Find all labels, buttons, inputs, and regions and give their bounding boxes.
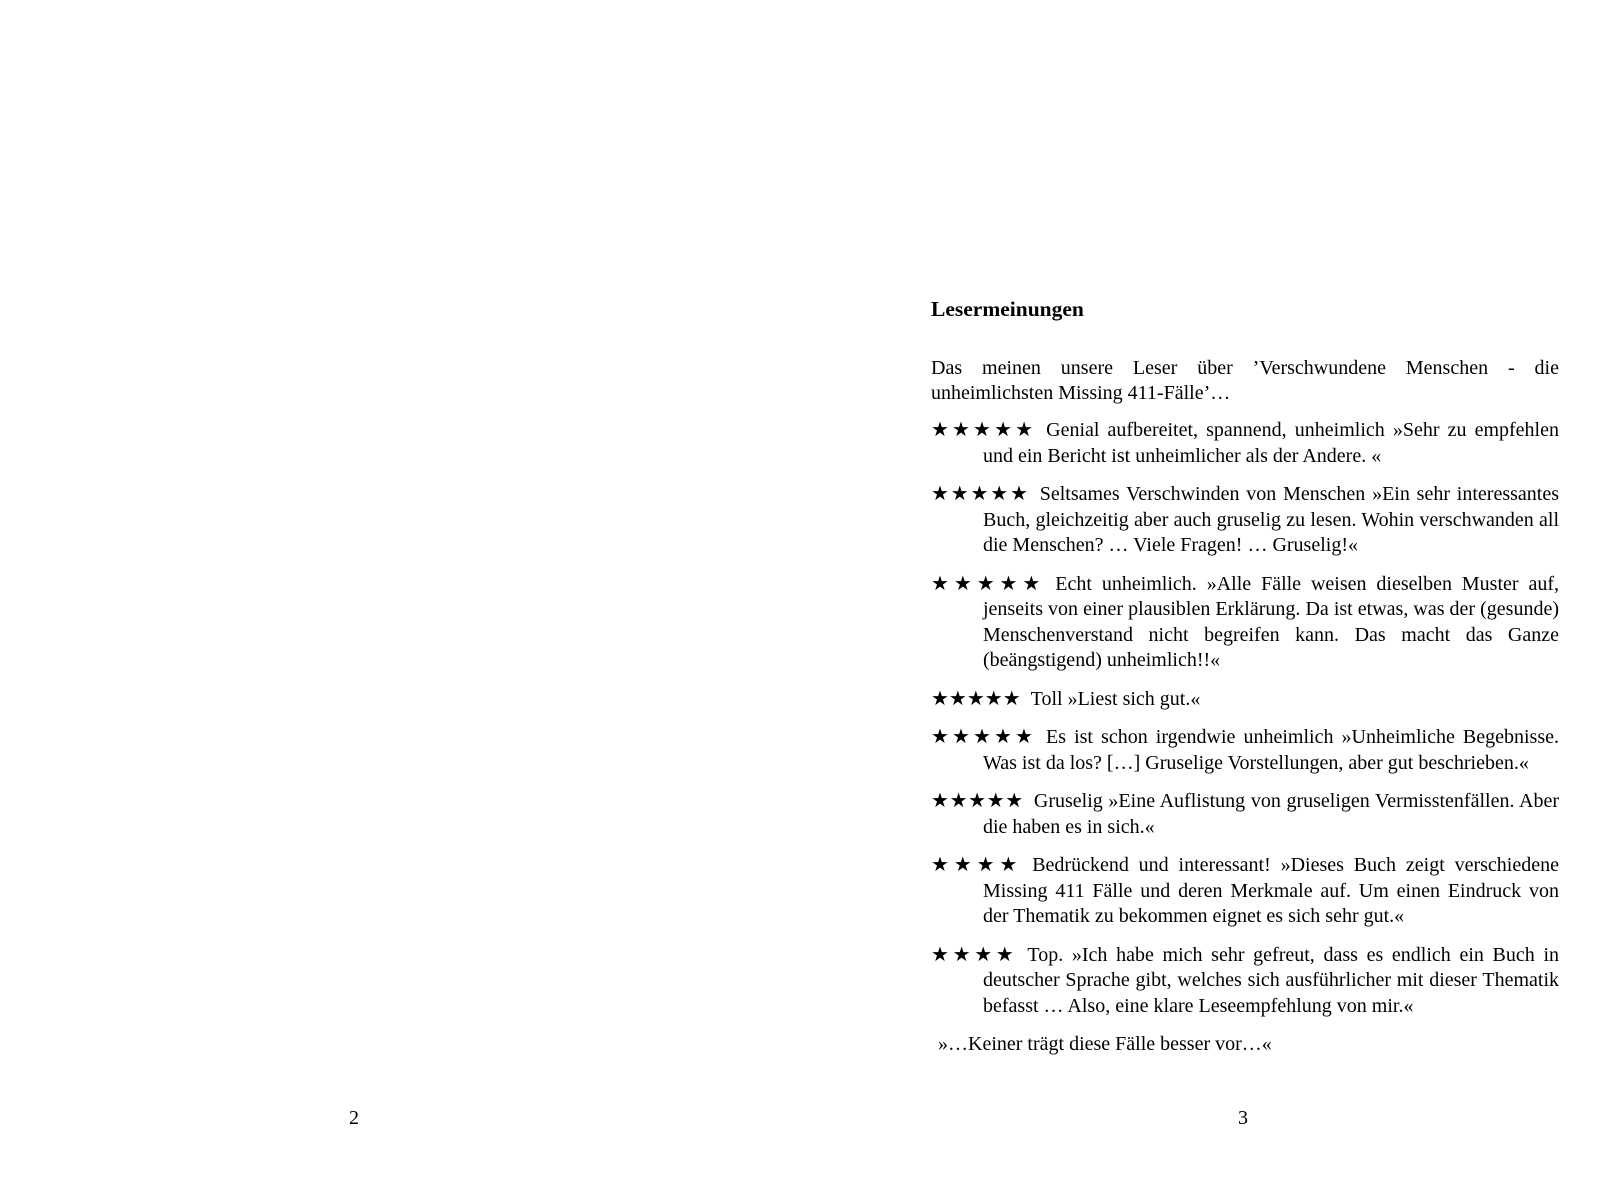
star-rating: ★★★★★ [931, 419, 1037, 441]
right-page [802, 0, 1605, 1204]
reader-reviews-section [931, 296, 1559, 1057]
star-rating: ★★★★ [931, 943, 1018, 966]
review-text: Toll »Liest sich gut.« [1030, 687, 1201, 710]
star-rating: ★★★★★ [931, 572, 1046, 595]
page-number: 2 [349, 1107, 359, 1129]
review-item [931, 687, 1559, 713]
star-rating: ★★★★★ [931, 726, 1037, 748]
review-text: Gruselig »Eine Auflistung von gruseligen Vermisstenfällen. Aber die haben es in sich.« [983, 790, 1559, 838]
star-rating: ★★★★★ [931, 687, 1021, 710]
section-heading: Lesermeinungen [931, 297, 1084, 321]
star-rating: ★★★★ [931, 854, 1023, 876]
closing-quote: »…Keiner trägt diese Fälle besser vor…« [938, 1033, 1272, 1055]
review-item [931, 418, 1559, 469]
review-text: Top. »Ich habe mich sehr gefreut, dass es endlich ein Buch in deutscher Sprache gibt, welches sich ausführlicher mit dieser Thematik befasst … Also, eine klare Leseempfehlung von mir.« [983, 943, 1560, 1017]
review-text: Seltsames Verschwinden von Menschen »Ein sehr interessantes Buch, gleichzeitig aber auch gruselig zu lesen. Wohin verschwanden all die Menschen? … Viele Fragen! … Gruselig!« [983, 483, 1559, 556]
review-text: Echt unheimlich. »Alle Fälle weisen dieselben Muster auf, jenseits von einer plausiblen Erklärung. Da ist etwas, was der (gesunde) Menschenverstand nicht begreifen kann. Das macht das Ganze (beängstigend) unheimlich!!« [983, 572, 1559, 671]
star-rating: ★★★★★ [931, 790, 1024, 812]
review-item [931, 482, 1559, 559]
review-text: Bedrückend und interessant! »Dieses Buch zeigt verschiedene Missing 411 Fälle und deren Merkmale auf. Um einen Eindruck von der Thematik zu bekommen eignet es sich sehr gut.« [983, 854, 1559, 927]
star-rating: ★★★★★ [931, 483, 1030, 505]
review-item [931, 789, 1559, 840]
review-text: Genial aufbereitet, spannend, unheimlich »Sehr zu empfehlen und ein Bericht ist unheimlicher als der Andere. « [983, 419, 1559, 467]
left-page [0, 0, 802, 1204]
review-item [931, 853, 1559, 930]
page-number: 3 [1238, 1107, 1248, 1129]
intro-paragraph: Das meinen unsere Leser über ’Verschwundene Menschen - die unheimlichsten Missing 411-Fälle’… [931, 357, 1559, 404]
review-text: Es ist schon irgendwie unheimlich »Unheimliche Begebnisse. Was ist da los? […] Gruselige Vorstellungen, aber gut beschrieben.« [983, 726, 1559, 774]
review-item [931, 943, 1559, 1020]
review-item [931, 572, 1559, 674]
review-item [931, 725, 1559, 776]
